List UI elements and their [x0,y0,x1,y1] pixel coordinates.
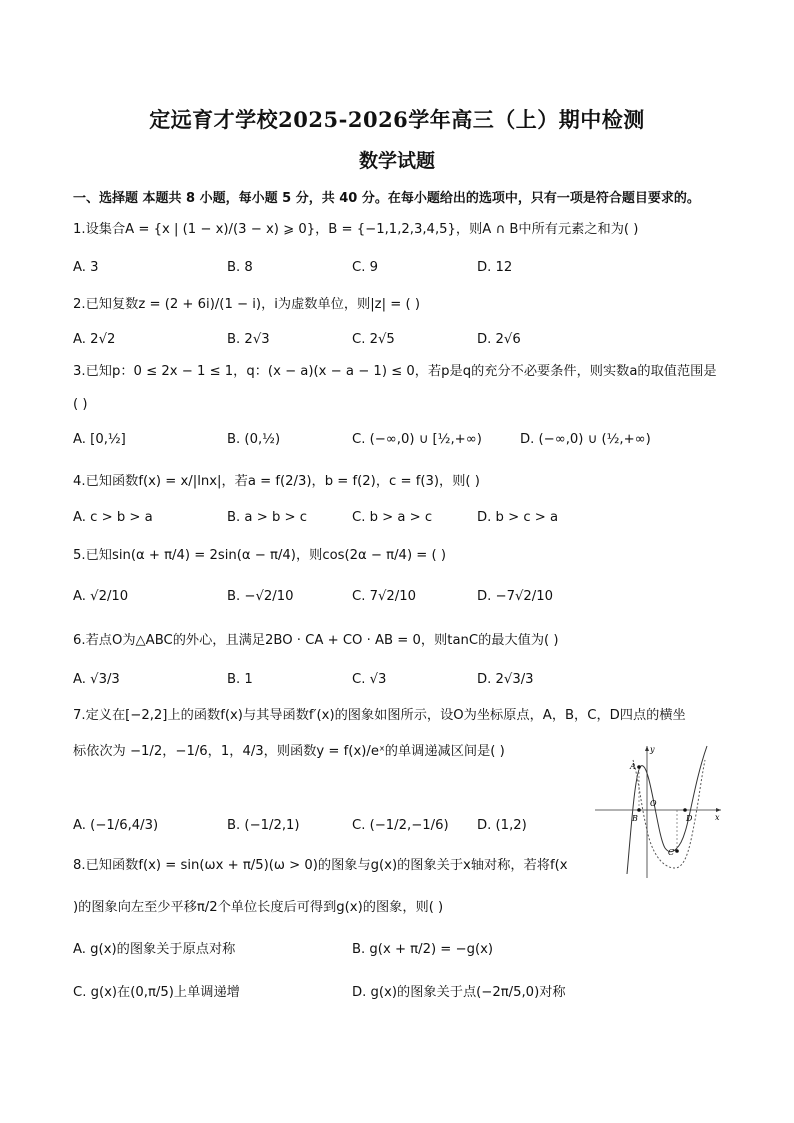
section-heading: 一、选择题 本题共 8 小题，每小题 5 分，共 40 分。在每小题给出的选项中，只有一项是符合题目要求的。 [73,191,700,206]
question-4-option-c: C. b > a > c [352,510,433,525]
graph-point-d [683,808,687,812]
question-2-stem: 2.已知复数z = (2 + 6i)/(1 − i)，i为虚数单位，则|z| = ( ) [73,297,420,312]
question-2-option-a: A. 2√2 [73,332,116,347]
question-5-stem: 5.已知sin(α + π/4) = 2sin(α − π/4)，则cos(2α − π/4) = ( ) [73,548,447,563]
question-8-option-b: B. g(x + π/2) = −g(x) [352,942,494,957]
question-3-option-a: A. [0,½] [73,432,126,447]
question-7-stem: 7.定义在[−2,2]上的函数f(x)与其导函数f′(x)的图象如图所示，设O为坐标原点，A，B，C，D四点的横坐 [73,708,686,723]
graph-label-d: D [686,814,693,823]
graph-y-arrow [645,746,649,751]
question-8-stem-line2: )的图象向左至少平移π/2个单位长度后可得到g(x)的图象，则( ) [73,900,444,915]
question-7-option-d: D. (1,2) [477,818,527,833]
graph-label-x: x [715,813,720,822]
question-8-option-a: A. g(x)的图象关于原点对称 [73,942,236,957]
question-5-option-c: C. 7√2/10 [352,589,416,604]
question-1-option-b: B. 8 [227,260,253,275]
graph-label-b: B [632,814,638,823]
graph-point-a [637,765,641,769]
question-3-stem-line2: ( ) [73,397,88,412]
question-8-option-c: C. g(x)在(0,π/5)上单调递增 [73,985,240,1000]
question-3-option-b: B. (0,½) [227,432,281,447]
graph-label-a: A [630,762,636,771]
question-3-option-c: C. (−∞,0) ∪ [½,+∞) [352,432,482,447]
graph-label-c: C [668,848,675,857]
question-3-option-d: D. (−∞,0) ∪ (½,+∞) [520,432,651,447]
question-5-option-a: A. √2/10 [73,589,129,604]
question-6-option-a: A. √3/3 [73,672,120,687]
question-7-option-a: A. (−1/6,4/3) [73,818,159,833]
question-2-option-b: B. 2√3 [227,332,270,347]
question-4-option-d: D. b > c > a [477,510,559,525]
function-graph-figure [595,740,725,880]
question-6-stem: 6.若点O为△ABC的外心，且满足2BO · CA + CO · AB = 0，则tanC的最大值为( ) [73,633,559,648]
graph-point-b [637,808,641,812]
question-2-option-c: C. 2√5 [352,332,395,347]
question-1-option-d: D. 12 [477,260,513,275]
exam-subtitle: 数学试题 [358,150,435,172]
question-6-option-d: D. 2√3/3 [477,672,534,687]
exam-title: 定远育才学校2025-2026学年高三（上）期中检测 [149,107,645,132]
question-2-option-d: D. 2√6 [477,332,521,347]
question-8-stem: 8.已知函数f(x) = sin(ωx + π/5)(ω > 0)的图象与g(x)的图象关于x轴对称，若将f(x [73,858,568,873]
graph-x-arrow [716,808,721,812]
question-6-option-c: C. √3 [352,672,387,687]
question-1-option-a: A. 3 [73,260,99,275]
graph-label-o: O [650,799,657,808]
question-1-option-c: C. 9 [352,260,378,275]
question-3-stem: 3.已知p：0 ≤ 2x − 1 ≤ 1，q：(x − a)(x − a − 1) ≤ 0，若p是q的充分不必要条件，则实数a的取值范围是 [73,364,717,379]
question-1-stem: 1.设集合A = {x | (1 − x)/(3 − x) ⩾ 0}，B = {−1,1,2,3,4,5}，则A ∩ B中所有元素之和为( ) [73,222,639,237]
question-5-option-d: D. −7√2/10 [477,589,553,604]
question-7-option-c: C. (−1/2,−1/6) [352,818,449,833]
graph-label-y: y [650,745,655,754]
question-7-stem-line2: 标依次为 −1/2，−1/6，1，4/3，则函数y = f(x)/eˣ的单调递减区间是( ) [73,744,505,759]
graph-point-c [675,849,679,853]
question-6-option-b: B. 1 [227,672,253,687]
question-5-option-b: B. −√2/10 [227,589,294,604]
question-4-option-a: A. c > b > a [73,510,153,525]
question-4-option-b: B. a > b > c [227,510,308,525]
question-7-option-b: B. (−1/2,1) [227,818,300,833]
question-8-option-d: D. g(x)的图象关于点(−2π/5,0)对称 [352,985,566,1000]
question-4-stem: 4.已知函数f(x) = x/|lnx|，若a = f(2/3)，b = f(2)，c = f(3)，则( ) [73,474,480,489]
